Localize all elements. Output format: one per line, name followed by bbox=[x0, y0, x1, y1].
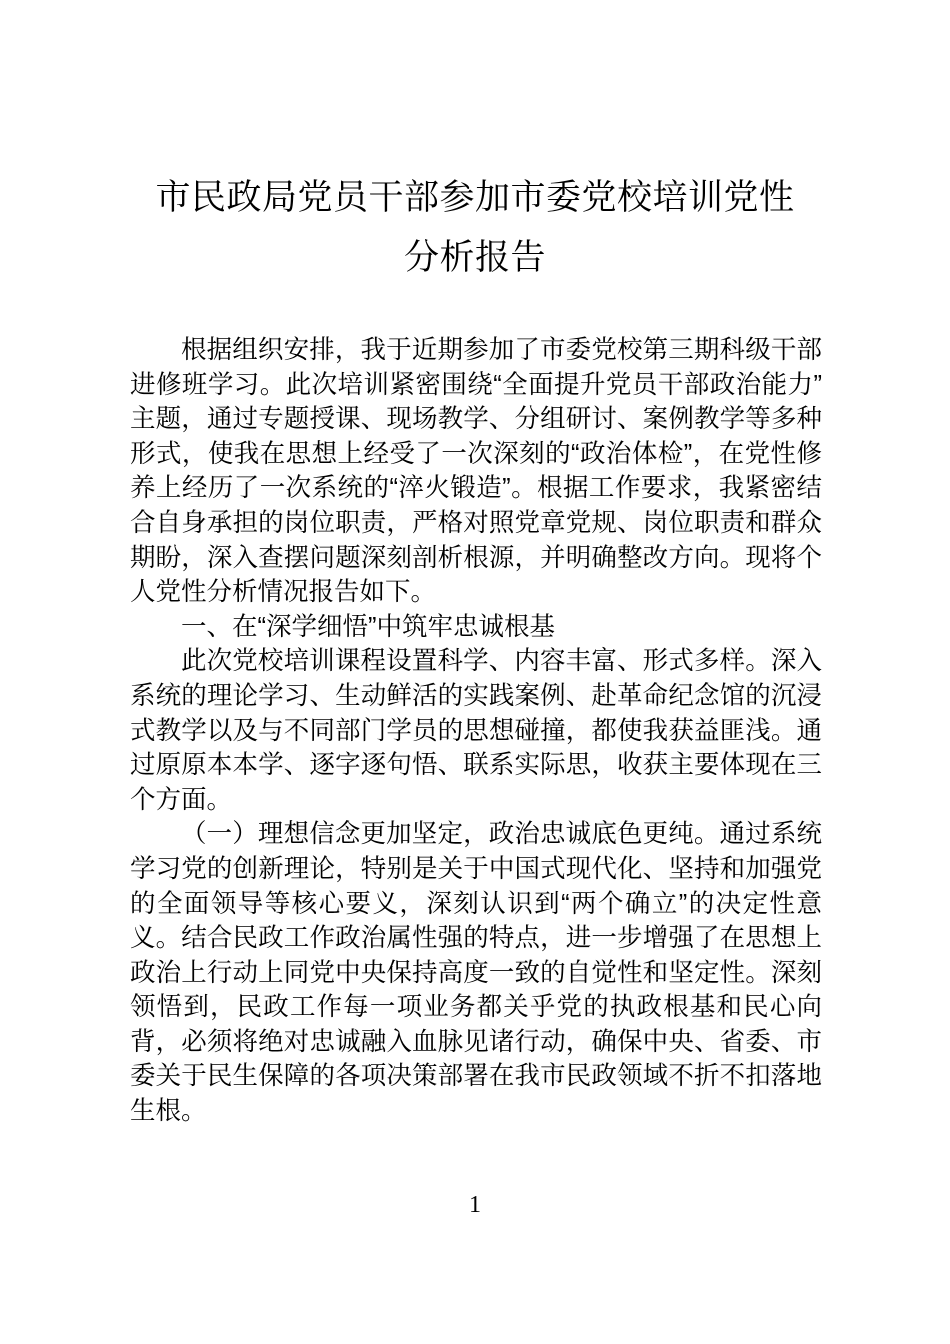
page-number: 1 bbox=[469, 1192, 481, 1218]
section-heading-1: 一、在“深学细悟”中筑牢忠诚根基 bbox=[181, 612, 555, 641]
page-title-line-2: 分析报告 bbox=[403, 238, 546, 277]
page-title bbox=[130, 168, 820, 288]
document-body bbox=[130, 333, 822, 1129]
page-title-line-1: 市民政局党员干部参加市委党校培训党性 bbox=[155, 178, 795, 217]
paragraph-intro: 根据组织安排，我于近期参加了市委党校第三期科级干部进修班学习。此次培训紧密围绕“全面提升党员干部政治能力”主题，通过专题授课、现场教学、分组研讨、案例教学等多种形式，使我在思想上经受了一次深刻的“政治体检”，在党性修养上经历了一次系统的“淬火锻造”。根据工作要求，我紧密结合自身承担的岗位职责，严格对照党章党规、岗位职责和群众期盼，深入查摆问题深刻剖析根源，并明确整改方向。现将个人党性分析情况报告如下。 bbox=[130, 336, 822, 607]
paragraph-section1-intro: 此次党校培训课程设置科学、内容丰富、形式多样。深入系统的理论学习、生动鲜活的实践案例、赴革命纪念馆的沉浸式教学以及与不同部门学员的思想碰撞，都使我获益匪浅。通过原原本本学、逐字逐句悟、联系实际思，收获主要体现在三个方面。 bbox=[130, 647, 822, 814]
paragraph-subsection-1: （一）理想信念更加坚定，政治忠诚底色更纯。通过系统学习党的创新理论，特别是关于中国式现代化、坚持和加强党的全面领导等核心要义，深刻认识到“两个确立”的决定性意义。结合民政工作政治属性强的特点，进一步增强了在思想上政治上行动上同党中央保持高度一致的自觉性和坚定性。深刻领悟到，民政工作每一项业务都关乎党的执政根基和民心向背，必须将绝对忠诚融入血脉见诸行动，确保中央、省委、市委关于民生保障的各项决策部署在我市民政领域不折不扣落地生根。 bbox=[130, 820, 822, 1126]
